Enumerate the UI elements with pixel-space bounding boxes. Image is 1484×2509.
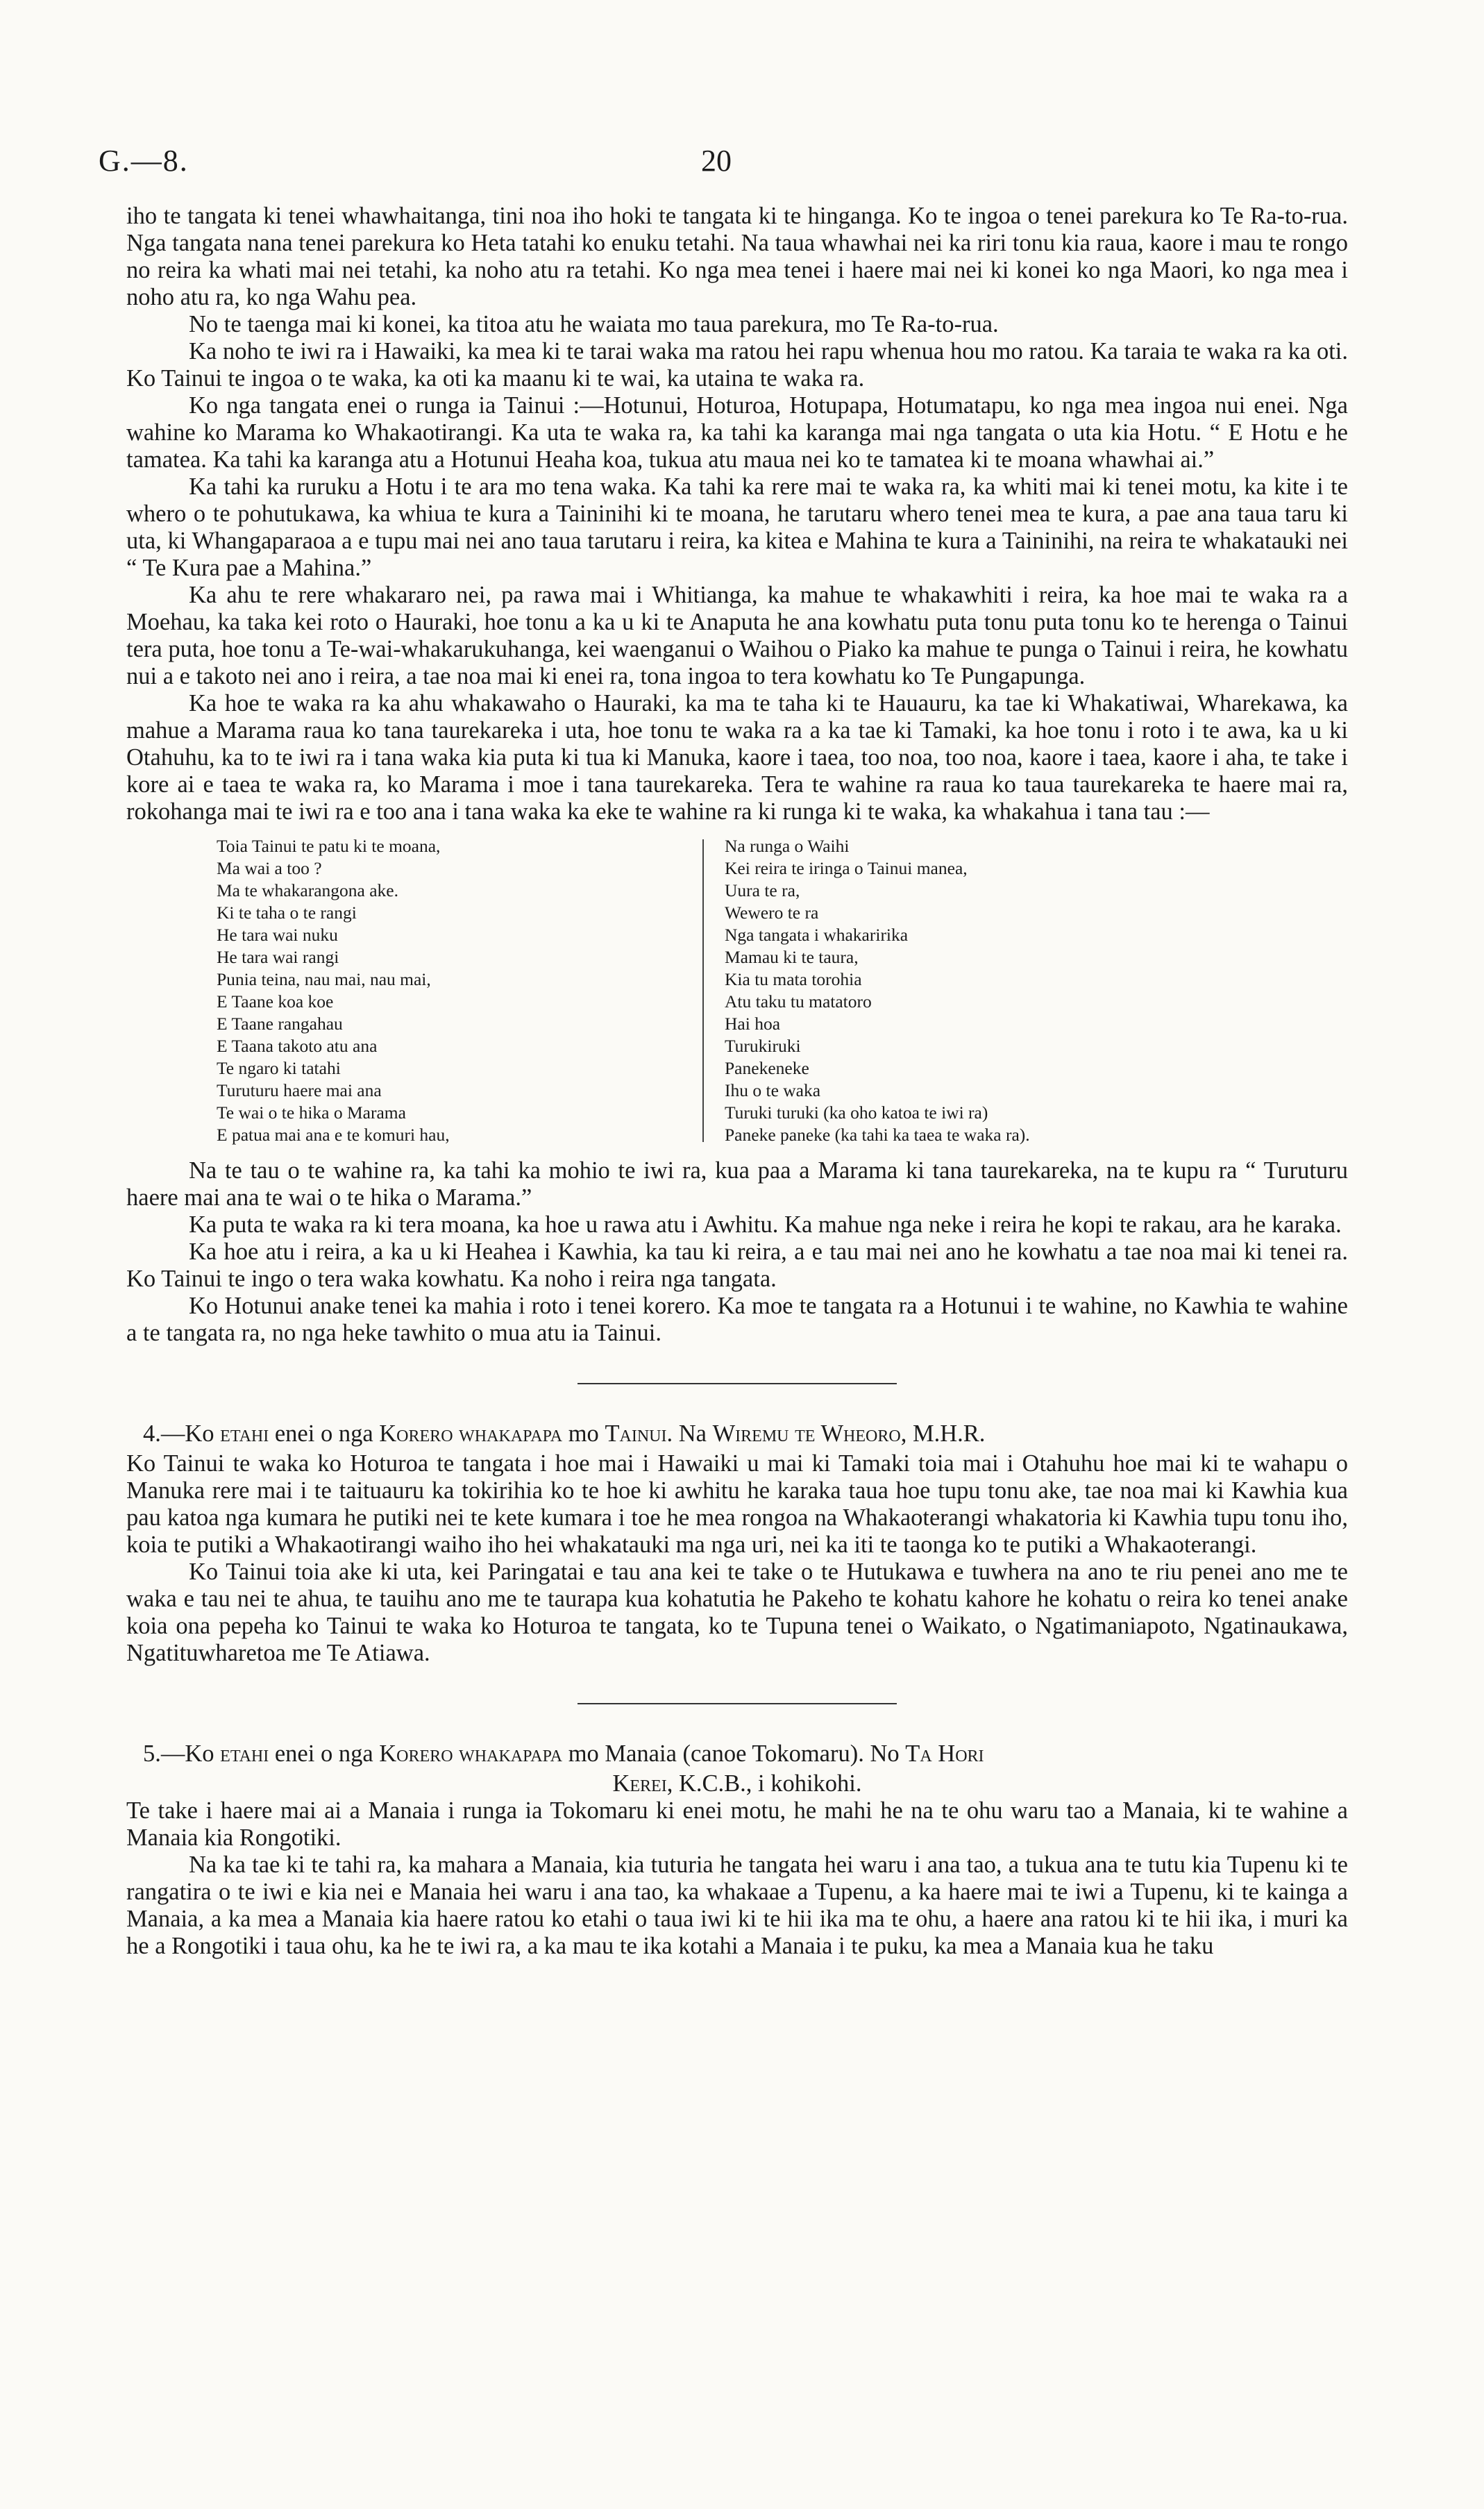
- heading-text: , M.H.R.: [900, 1420, 986, 1447]
- small-caps-text: Ta Hori: [905, 1740, 984, 1767]
- song-line: Turuki turuki (ka oho katoa te iwi ra): [725, 1102, 988, 1123]
- small-caps-text: etahi: [220, 1740, 269, 1767]
- small-caps-text: Korero whakapapa: [379, 1420, 563, 1447]
- song-line: Wewero te ra: [725, 903, 819, 923]
- heading-text: , K.C.B., i kohikohi.: [666, 1770, 862, 1797]
- section-heading: [126, 1740, 1348, 1768]
- song-line: E Taane koa koe: [217, 991, 334, 1012]
- song-line: Toia Tainui te patu ki te moana,: [217, 836, 441, 856]
- small-caps-text: etahi: [220, 1420, 269, 1447]
- paragraph: Ko Tainui te waka ko Hoturoa te tangata i hoe mai i Hawaiki u mai ki Tamaki toia mai i Otahuhu hoe mai ki te wahapu o Manuka rere mai i te taituauru ka tokirihia ko te hoe ki awhitu he karaka taua hoe tupu tonu ake, tae noa mai ki Kawhia kua pau katoa nga kumara he putiki nei te kete kumara i toe he mea rongoa na Whakaoterangi whakatoria ki Kawhia tupu tonu iho, koia te putiki a Whakaotirangi waiho iho hei whakatauki ma nga uri, nei ka iti te taonga ko te putiki a Whakaoterangi.: [126, 1450, 1348, 1558]
- song-line: Paneke paneke (ka tahi ka taea te waka ra).: [725, 1125, 1030, 1145]
- song-line: Ma te whakarangona ake.: [217, 880, 398, 900]
- paragraph: Ko nga tangata enei o runga ia Tainui :—Hotunui, Hoturoa, Hotupapa, Hotumatapu, ko nga mea ingoa nui enei. Nga wahine ko Marama ko Whakaotirangi. Ka uta te waka ra, ka tahi ka karanga mai nga tangata o uta kia Hotu. “ E Hotu e he tamatea. Ka tahi ka karanga atu a Hotunui Heaha koa, tukua atu maua nei ko te tamatea ki te moana whawhai ai.”: [126, 392, 1348, 473]
- heading-text: 4.—Ko: [143, 1420, 221, 1447]
- heading-text: enei o nga: [269, 1420, 380, 1447]
- column-divider: [702, 839, 704, 1142]
- page-body: [126, 203, 1348, 1960]
- section-divider: [577, 1383, 897, 1384]
- heading-text: . Na: [666, 1420, 713, 1447]
- small-caps-text: Korero whakapapa: [379, 1740, 563, 1767]
- song-line: Hai hoa: [725, 1014, 781, 1034]
- paragraph: Ko Tainui toia ake ki uta, kei Paringatai e tau ana kei te take o te Hutukawa e tuwhera na ano te riu penei ano me te waka e tau nei te ahua, te tauihu ano me te taurapa kua kohatutia he Pakeho te kohatu kahore he kohatu o reira ko tenei anake koia ona pepeha ko Tainui te waka ko Hoturoa te tangata, ko te Tupuna tenei o Waikato, o Ngatimaniapoto, Ngatinaukawa, Ngatituwharetoa me Te Atiawa.: [126, 1559, 1348, 1666]
- song-line: Turuturu haere mai ana: [217, 1080, 382, 1100]
- paragraph: Ka hoe te waka ra ka ahu whakawaho o Hauraki, ka ma te taha ki te Hauauru, ka tae ki Whakatiwai, Wharekawa, ka mahue a Marama raua ko tana taurekareka i uta, hoe tonu te waka ra a ka tae ki Tamaki, ka hoe tonu i roto i te awa, ka u ki Otahuhu, ka to te iwi ra i tana waka kia puta ki tua ki Manuka, kaore i taea, too noa, too noa, kaore i taea, kaore i aha, te take i kore ai e taea te waka ra, ko Marama i moe i tana taurekareka. Tera te wahine ra raua ko taua taurekareka te haere mai ra, rokohanga mai te iwi ra e too ana i tana waka ka eke te wahine ra ki runga ki te waka, ka whakahua i tana tau :—: [126, 690, 1348, 825]
- song-line: He tara wai rangi: [217, 947, 339, 967]
- paragraph: Ka tahi ka ruruku a Hotu i te ara mo tena waka. Ka tahi ka rere mai te waka ra, ka whiti mai ki tenei motu, ka kite i te whero o te pohutukawa, ka whiua te kura a Taininihi ki te moana, he tarutaru whero tenei mea te kura, a pae ana taua taru ki uta, ki Whangaparaoa a e tupu mai nei ano taua tarutaru i reira, ka kitea e Mahina te kura a Taininihi, na reira te whakatauki nei “ Te Kura pae a Mahina.”: [126, 473, 1348, 581]
- song-line: Kia tu mata torohia: [725, 969, 862, 989]
- heading-text: mo: [562, 1420, 605, 1447]
- song-line: E patua mai ana e te komuri hau,: [217, 1125, 450, 1145]
- song-line: Ma wai a too ?: [217, 858, 322, 878]
- page-number: 20: [701, 144, 732, 178]
- song-left-column: [126, 835, 702, 1146]
- song-line: Te ngaro ki tatahi: [217, 1058, 341, 1078]
- paragraph: Ka hoe atu i reira, a ka u ki Heahea i Kawhia, ka tau ki reira, a e tau mai nei ano he kowhatu a tae noa mai ki tenei ra. Ko Tainui te ingo o tera waka kowhatu. Ka noho i reira nga tangata.: [126, 1239, 1348, 1292]
- song-line: Ihu o te waka: [725, 1080, 821, 1100]
- song-line: He tara wai nuku: [217, 925, 338, 945]
- paragraph: Ka noho te iwi ra i Hawaiki, ka mea ki te tarai waka ma ratou hei rapu whenua hou mo ratou. Ka taraia te waka ra ka oti. Ko Tainui te ingoa o te waka, ka oti ka maanu ki te wai, ka utaina te waka ra.: [126, 338, 1348, 392]
- heading-text: 5.—Ko: [143, 1740, 221, 1767]
- paragraph: iho te tangata ki tenei whawhaitanga, tini noa iho hoki te tangata ki te hinganga. Ko te ingoa o tenei parekura ko Te Ra-to-rua. Nga tangata nana tenei parekura ko Heta tatahi ko enuku tetahi. Na taua whawhai nei ka riri tonu kia raua, kaore i mau te rongo no reira ka whati mai nei tetahi, ka noho atu ra tetahi. Ko nga mea tenei i haere mai nei ki konei ko nga Maori, ko nga mea i noho atu ra, ko nga Wahu pea.: [126, 203, 1348, 310]
- section-divider: [577, 1703, 897, 1704]
- document-reference: G.—8.: [99, 144, 189, 178]
- paragraph: Na ka tae ki te tahi ra, ka mahara a Manaia, kia tuturia he tangata hei waru i ana tao, a tukua ana te tutu kia Tupenu ki te rangatira o te iwi e kia nei e Manaia hei waru i ana tao, ka whakaae a Tupenu, a ka haere mai te iwi a Tupenu, ki te kainga a Manaia, a ka mea a Manaia kia haere ratou ko etahi o taua iwi ki te hii ika ma te ohu, a haere ana ratou ki te hii ika, i muri ka he a Rongotiki i taua ohu, ka he te iwi ra, a ka mau te ika kotahi a Manaia i te puku, ka mea a Manaia kua he taku: [126, 1852, 1348, 1959]
- heading-text: enei o nga: [269, 1740, 380, 1767]
- paragraph: No te taenga mai ki konei, ka titoa atu he waiata mo taua parekura, mo Te Ra-to-rua.: [189, 311, 999, 337]
- small-caps-text: Wiremu te Wheoro: [712, 1420, 901, 1447]
- paragraph: Ka puta te waka ra ki tera moana, ka hoe u rawa atu i Awhitu. Ka mahue nga neke i reira he kopi te rakau, ara he karaka.: [189, 1211, 1342, 1238]
- song-line: Nga tangata i whakaririka: [725, 925, 909, 945]
- song-line: Turukiruki: [725, 1036, 801, 1056]
- section-heading: [126, 1420, 1348, 1448]
- song-right-column: [725, 835, 1030, 1146]
- paragraph: Ka ahu te rere whakararo nei, pa rawa mai i Whitianga, ka mahue te whakawhiti i reira, ka hoe mai te waka ra a Moehau, ka taka kei roto o Hauraki, hoe tonu a ka u ki te Anaputa he ana kowhatu puta tonu puta tonu ko te herenga o Tainui tera puta, hoe tonu a Te-wai-whakarukuhanga, kei waenganui o Waihou o Piako ka mahue te punga o Tainui i reira, he kowhatu nui a e takoto nei ano i reira, a tae noa mai ki enei ra, tona ingoa to tera kowhatu ko Te Pungapunga.: [126, 582, 1348, 689]
- song-line: Na runga o Waihi: [725, 836, 850, 856]
- song-line: Uura te ra,: [725, 880, 800, 900]
- song-line: Kei reira te iringa o Tainui manea,: [725, 858, 968, 878]
- small-caps-text: Tainui: [605, 1420, 667, 1447]
- song-line: E Taana takoto atu ana: [217, 1036, 378, 1056]
- paragraph: Ko Hotunui anake tenei ka mahia i roto i tenei korero. Ka moe te tangata ra a Hotunui i te wahine, no Kawhia te wahine a te tangata ra, no nga heke tawhito o mua atu ia Tainui.: [126, 1293, 1348, 1346]
- paragraph: Na te tau o te wahine ra, ka tahi ka mohio te iwi ra, kua paa a Marama ki tana taurekareka, na te kupu ra “ Turuturu haere mai ana te wai o te hika o Marama.”: [126, 1157, 1348, 1211]
- song-line: Ki te taha o te rangi: [217, 903, 357, 923]
- song-line: Panekeneke: [725, 1058, 809, 1078]
- song-line: Atu taku tu matatoro: [725, 991, 872, 1012]
- song-line: Punia teina, nau mai, nau mai,: [217, 969, 431, 989]
- song-line: Te wai o te hika o Marama: [217, 1102, 406, 1123]
- song-line: Mamau ki te taura,: [725, 947, 859, 967]
- section-heading-continued: [126, 1770, 1348, 1797]
- paragraph: Te take i haere mai ai a Manaia i runga ia Tokomaru ki enei motu, he mahi he na te ohu waru tao a Manaia, ki te wahine a Manaia kia Rongotiki.: [126, 1797, 1348, 1851]
- small-caps-text: Kerei: [612, 1770, 667, 1797]
- song-lyrics: [126, 835, 1348, 1146]
- page-header: [0, 143, 1484, 185]
- song-line: E Taane rangahau: [217, 1014, 343, 1034]
- heading-text: mo Manaia (canoe Tokomaru). No: [562, 1740, 906, 1767]
